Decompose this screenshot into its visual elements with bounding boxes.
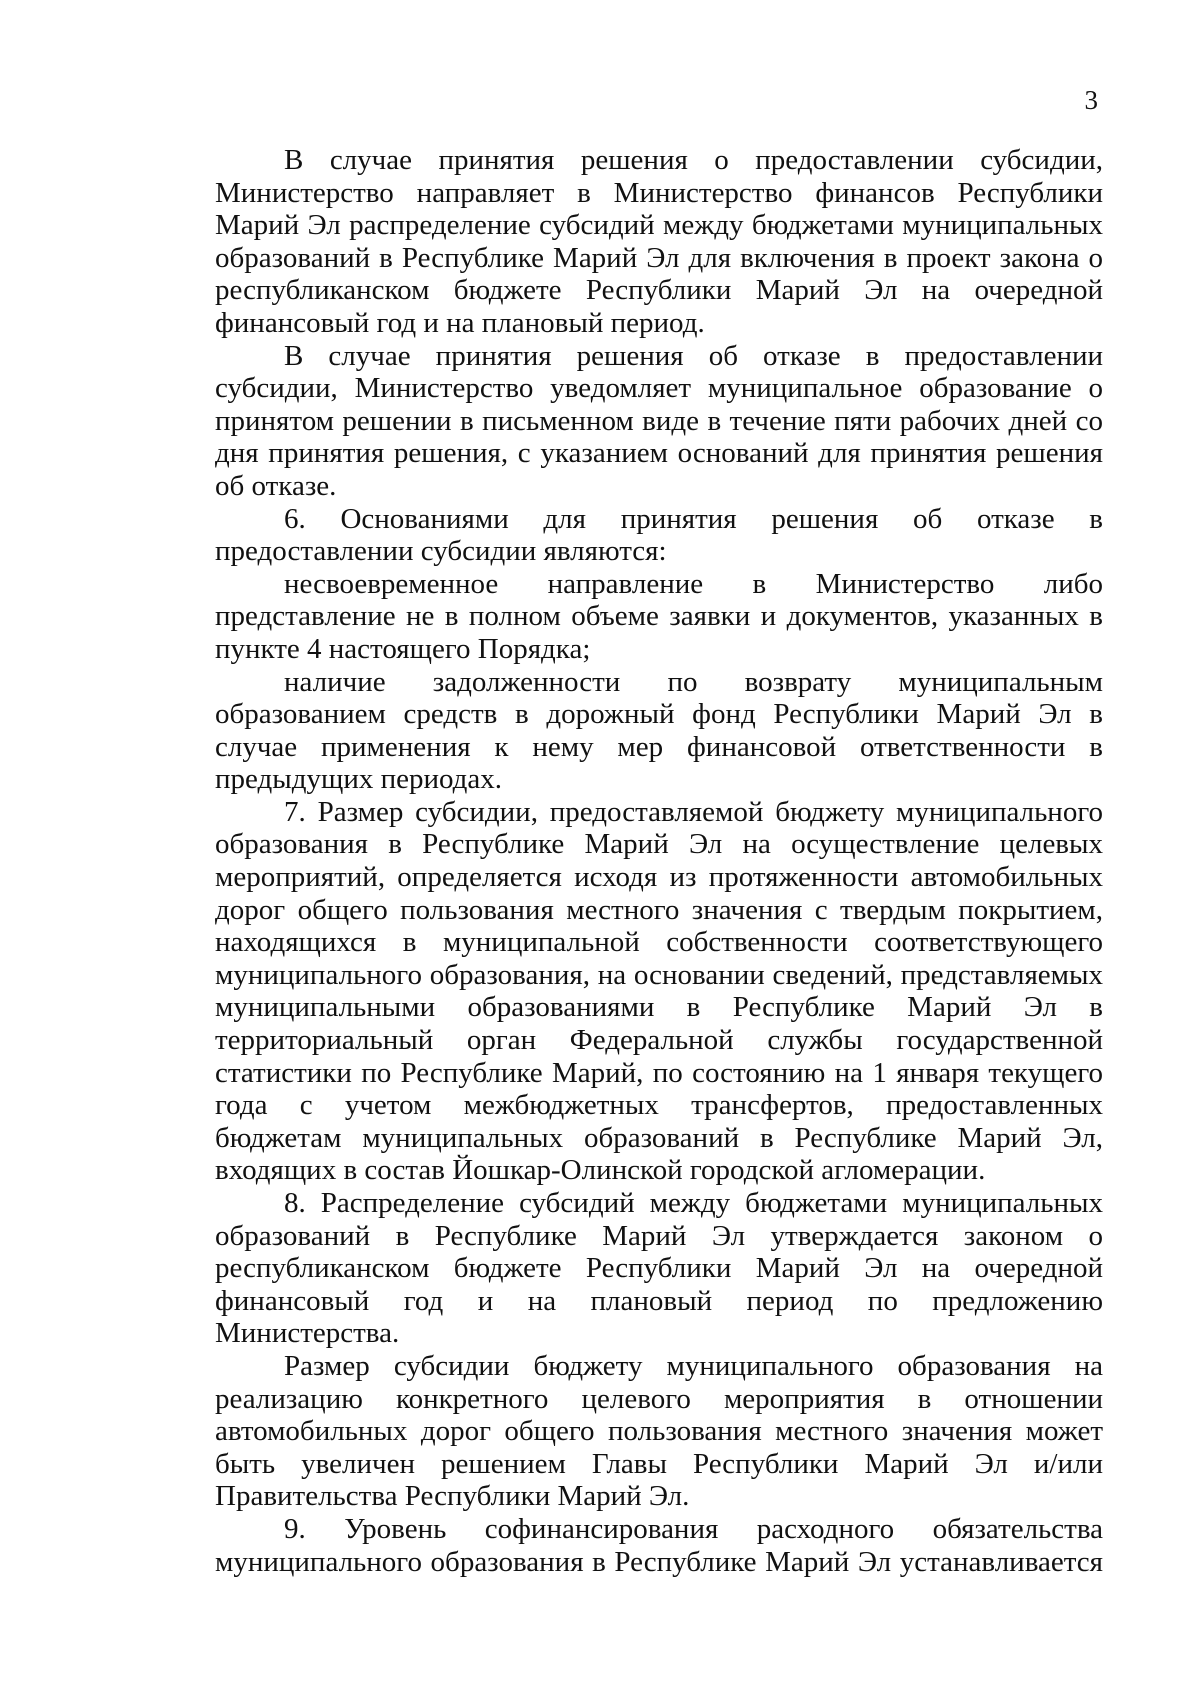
- document-body: [215, 144, 1103, 1578]
- page-number: 3: [1084, 85, 1098, 115]
- paragraph-refusal-notice: В случае принятия решения об отказе в предоставлении субсидии, Министерство уведомляет муниципальное образование о принятом решении в письменном виде в течение пяти рабочих дней со дня принятия решения, с указанием оснований для принятия решения об отказе.: [215, 339, 1103, 502]
- paragraph-subsidy-decision: В случае принятия решения о предоставлении субсидии, Министерство направляет в Министерство финансов Республики Марий Эл распределение субсидий между бюджетами муниципальных образований в Республике Марий Эл для включения в проект закона о республиканском бюджете Республики Марий Эл на очередной финансовый год и на плановый период.: [215, 144, 1103, 339]
- paragraph-subsidy-increase: Размер субсидии бюджету муниципального образования на реализацию конкретного целевого мероприятия в отношении автомобильных дорог общего пользования местного значения может быть увеличен решением Главы Республики Марий Эл и/или Правительства Республики Марий Эл.: [215, 1349, 1103, 1513]
- paragraph-item-6: 6. Основаниями для принятия решения об отказе в предоставлении субсидии являются:: [215, 502, 1103, 568]
- paragraph-item-9: 9. Уровень софинансирования расходного обязательства муниципального образования в Республике Марий Эл устанавливается: [215, 1512, 1103, 1578]
- paragraph-ground-late-submission: несвоевременное направление в Министерство либо представление не в полном объеме заявки и документов, указанных в пункте 4 настоящего Порядка;: [215, 567, 1103, 665]
- paragraph-item-7: 7. Размер субсидии, предоставляемой бюджету муниципального образования в Республике Марий Эл на осуществление целевых мероприятий, определяется исходя из протяженности автомобильных дорог общего пользования местного значения с твердым покрытием, находящихся в муниципальной собственности соответствующего муниципального образования, на основании сведений, представляемых муниципальными образованиями в Республике Марий Эл в территориальный орган Федеральной службы государственной статистики по Республике Марий, по состоянию на 1 января текущего года с учетом межбюджетных трансфертов, предоставленных бюджетам муниципальных образований в Республике Марий Эл, входящих в состав Йошкар-Олинской городской агломерации.: [215, 795, 1103, 1187]
- paragraph-ground-debt: наличие задолженности по возврату муниципальным образованием средств в дорожный фонд Республики Марий Эл в случае применения к нему мер финансовой ответственности в предыдущих периодах.: [215, 665, 1103, 796]
- paragraph-item-8: 8. Распределение субсидий между бюджетами муниципальных образований в Республике Марий Эл утверждается законом о республиканском бюджете Республики Марий Эл на очередной финансовый год и на плановый период по предложению Министерства.: [215, 1187, 1103, 1350]
